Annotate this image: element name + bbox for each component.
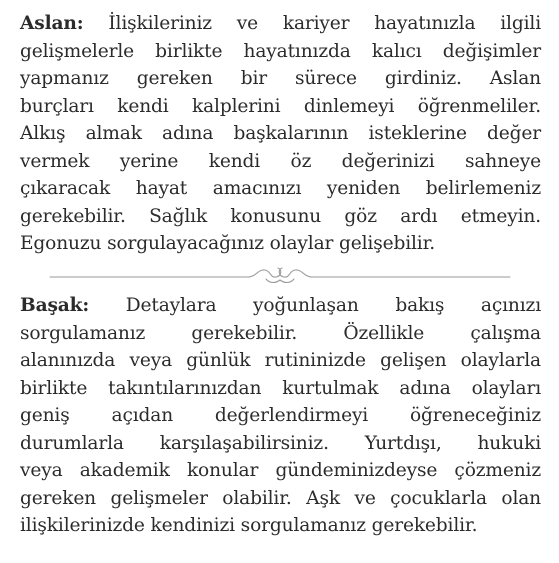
aslan-line-1-text: İlişkileriniz ve kariyer hayatınızla ilgili xyxy=(83,13,541,34)
basak-line-1-text: Detaylara yoğunlaşan bakış açınızı xyxy=(89,295,541,316)
basak-line-5: geniş açıdan değerlendirmeyi öğreneceğiniz xyxy=(20,405,541,426)
basak-sign-label: Başak: xyxy=(20,295,90,316)
aslan-line-6: vermek yerine kendi öz değerinizi sahneye xyxy=(20,150,541,172)
aslan-line-9: Egonuzu sorgulayacağınız olaylar gelişebilir. xyxy=(20,233,436,254)
aslan-sign-label: Aslan: xyxy=(20,13,84,34)
aslan-line-5: Alkış almak adına başkalarının isteklerine değer xyxy=(20,123,541,144)
aslan-line-3: yapmanız gereken bir sürece girdiniz. Aslan xyxy=(20,68,541,89)
aslan-line-2: gelişmelerle birlikte hayatınızda kalıcı değişimler xyxy=(20,40,541,62)
basak-paragraph xyxy=(20,292,541,540)
aslan-line-4: burçları kendi kalplerini dinlemeyi öğrenmeliler. xyxy=(20,95,541,117)
basak-line-4: birlikte takıntılarınızdan kurtulmak adına olayları xyxy=(20,377,541,399)
basak-line-6: durumlarla karşılaşabilirsiniz. Yurtdışı, hukuki xyxy=(20,432,541,454)
ornament-divider xyxy=(20,265,541,285)
aslan-line-1 xyxy=(20,10,541,38)
basak-line-8: gereken gelişmeler olabilir. Aşk ve çocuklarla olan xyxy=(20,487,541,509)
aslan-paragraph xyxy=(20,10,541,258)
aslan-line-8: gerekebilir. Sağlık konusunu göz ardı etmeyin. xyxy=(20,205,541,227)
basak-line-3: alanınızda veya günlük rutininizde gelişen olaylarla xyxy=(20,350,541,371)
flourish-divider-icon xyxy=(20,265,541,285)
basak-line-2: sorgulamanız gerekebilir. Özellikle çalışma xyxy=(20,322,541,344)
aslan-line-7: çıkaracak hayat amacınızı yeniden belirlemeniz xyxy=(20,178,541,199)
basak-line-9: ilişkilerinizde kendinizi sorgulamanız gerekebilir. xyxy=(20,515,478,536)
basak-line-1 xyxy=(20,292,541,320)
basak-line-7: veya akademik konular gündeminizdeyse çözmeniz xyxy=(20,460,541,481)
